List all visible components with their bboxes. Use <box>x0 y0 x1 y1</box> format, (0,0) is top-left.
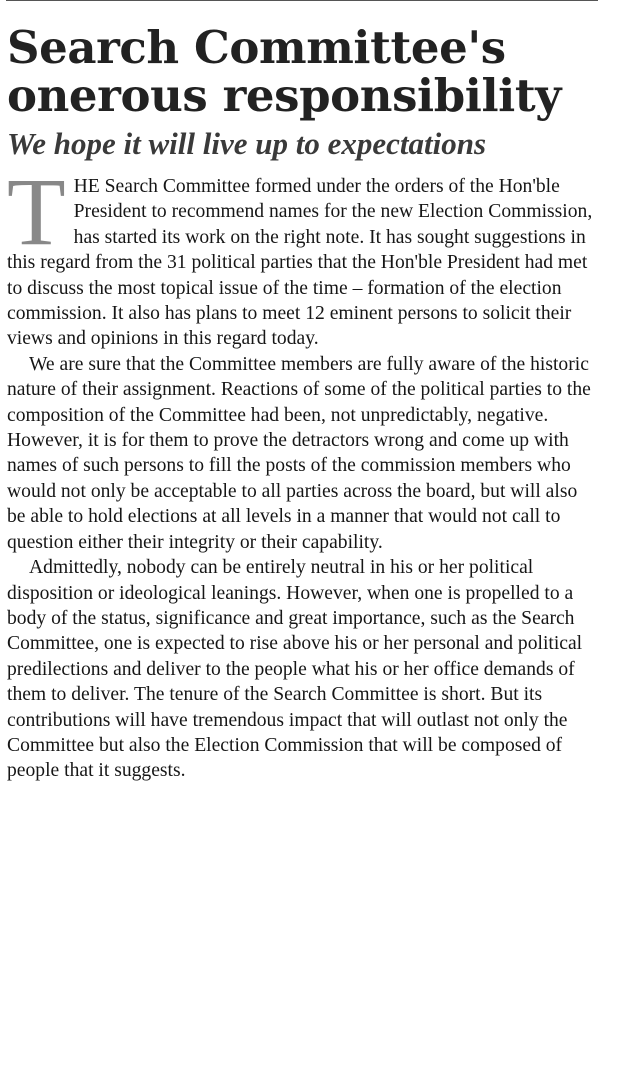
editorial-article <box>7 21 595 784</box>
top-rule <box>6 0 598 1</box>
headline <box>7 21 595 122</box>
paragraph-3: Admittedly, nobody can be entirely neutral in his or her political disposition or ideological leanings. However, when one is propelled to a body of the status, significance and great importance, such as the Search Committee, one is expected to rise above his or her personal and political predilections and deliver to the people what his or her office demands of them to deliver. The tenure of the Search Committee is short. But its contributions will have tremendous impact that will outlast not only the Committee but also the Election Commission that will be composed of people that it suggests. <box>7 557 583 782</box>
headline-line-2: onerous responsibility <box>7 69 561 122</box>
article-body <box>7 158 595 784</box>
headline-line-1: Search Committee's <box>7 21 506 74</box>
paragraph-2: We are sure that the Committee members are fully aware of the historic nature of their assignment. Reactions of some of the political parties to the composition of the Committee had been, not unpredictably, negative. However, it is for them to prove the detractors wrong and come up with names of such persons to fill the posts of the commission members who would not only be acceptable to all parties across the board, but will also be able to hold elections at all levels in a manner that would not call to question either their integrity or their capability. <box>7 353 591 553</box>
paragraph-1-text: HE Search Committee formed under the orders of the Hon'ble President to recommend names for the new Election Commission, has started its work on the right note. It has sought suggestions in this regard from the 31 political parties that the Hon'ble President had met to discuss the most topical issue of the time – formation of the election commission. It also has plans to meet 12 eminent persons to solicit their views and opinions in this regard today. <box>7 176 593 350</box>
subheadline: We hope it will live up to expectations <box>7 126 487 161</box>
paragraph-1 <box>7 158 595 352</box>
drop-cap: T <box>7 158 66 265</box>
